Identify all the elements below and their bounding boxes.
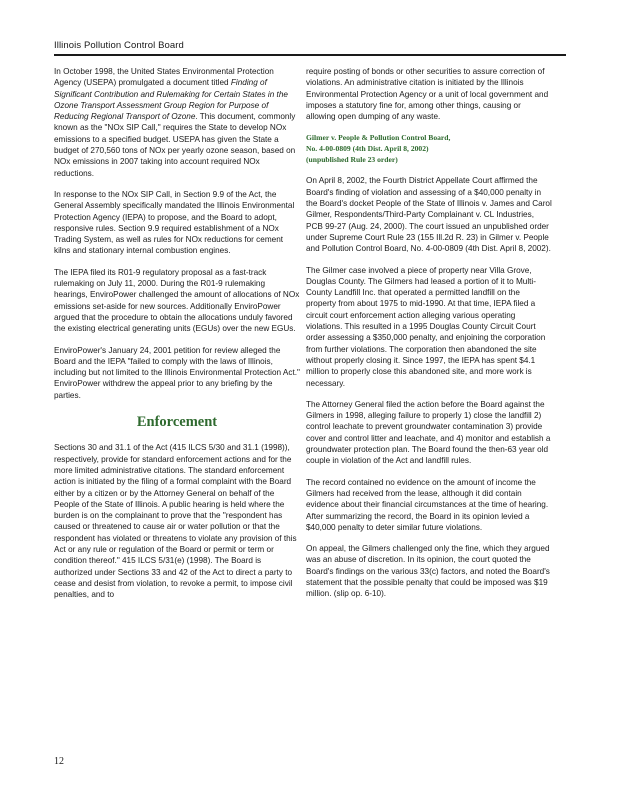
paragraph-appeal: On appeal, the Gilmers challenged only the fine, which they argued was an abuse of discretion. In its opinion, the court quoted the Board's findings on the various 33(c) factors, and noted the Board's statement that the possible penalty that could be imposed was $19 million. (slip op. 6-10). [306, 544, 550, 599]
paragraph-record: The record contained no evidence on the amount of income the Gilmers had received from the lease, although it did contain evidence about their financial circumstances at the time of hearing. After summarizing the record, the Board in its opinion levied a $40,000 penalty to deter similar future violations. [306, 477, 549, 532]
right-column [306, 66, 552, 610]
case-heading-gilmer: Gilmer v. People & Pollution Control Board, No. 4-00-0809 (4th Dist. April 8, 2002) (unpublished Rule 23 order) [306, 133, 451, 165]
paragraph-enviropower-petition: EnviroPower's January 24, 2001 petition for review alleged the Board and the IEPA "failed to comply with the laws of Illinois, including but not limited to the Illinois Environmental Protection Act." EnviroPower withdrew the appeal prior to any briefing by the parties. [54, 345, 300, 400]
page-number: 12 [54, 756, 64, 767]
paragraph-enforcement: Sections 30 and 31.1 of the Act (415 ILCS 5/30 and 31.1 (1998)), respectively, provide for standard enforcement actions and for the more limited administrative citations. The standard enforcement action is initiated by the filing of a formal complaint with the Board either by a citizen or by the Attorney General on behalf of the People of the State of Illinois. A public hearing is held where the burden is on the complainant to prove that the "respondent has caused or threatened to cause air or water pollution or that the respondent has violated or threatens to violate any provision of this Act or any rule or regulation of the Board or permit or term or condition thereof." 415 ILCS 5/31(e) (1998). The Board is authorized under Sections 33 and 42 of the Act to direct a party to cease and desist from violation, to revoke a permit, to impose civil penalties, and to [54, 443, 297, 600]
paragraph-gilmer-property: The Gilmer case involved a piece of property near Villa Grove, Douglas County. The Gilmers had leased a portion of it to Multi-County Landfill Inc. that operated a permitted landfill on the property from about 1975 to mid-1990. At that time, IEPA filed a circuit court enforcement action alleging various operating violations. This resulted in a 1995 Douglas County Circuit Court order assessing a $350,000 penalty, and enjoining the corporation from further violations. The corporation then abandoned the site without properly closing it. Since 1997, the IEPA has spent $4.1 million to properly close this abandoned site, and more work is necessary. [306, 265, 546, 388]
paragraph-gilmer-affirmed: On April 8, 2002, the Fourth District Appellate Court affirmed the Board's finding of violation and assessing of a $40,000 penalty in the Board's docket People of the State of Illinois v. James and Carol Gilmer, Respondents/Third-Party Complainant v. CL Industries, PCB 99-27 (Aug. 24, 2000). The court issued an unpublished order under Supreme Court Rule 23 (155 Ill.2d R. 23) in Gilmer v. People and Pollution Control Board, No. 4-00-0809 (4th Dist. April 8, 2002). [306, 176, 552, 254]
paragraph-section-9-9: In response to the NOx SIP Call, in Section 9.9 of the Act, the General Assembly specifically mandated the Illinois Environmental Protection Agency (IEPA) to propose, and the Board to adopt, responsive rules. Section 9.9 required establishment of a NOx Trading System, as well as rules for NOx reductions for cement kilns and stationary internal combustion engines. [54, 189, 295, 256]
paragraph-attorney-general: The Attorney General filed the action before the Board against the Gilmers in 1998, alleging failure to properly 1) close the landfill 2) control leachate to prevent groundwater contamination 3) provide cover and control litter and leachate, and 4) monitor and establish a groundwater protection plan. The Board found the then-63 year old couple in violation of the Act and landfill rules. [306, 399, 551, 466]
left-column [54, 66, 300, 610]
header-rule [54, 54, 566, 56]
running-header: Illinois Pollution Control Board [54, 40, 184, 51]
paragraph-administrative-citations: require posting of bonds or other securities to assure correction of violations. An administrative citation is initiated by the Illinois Environmental Protection Agency or a unit of local government and imposes a statutory fine for, among other things, causing or allowing open dumping of any waste. [306, 67, 549, 122]
section-heading-enforcement: Enforcement [136, 414, 218, 431]
document-title: Finding of Significant Contribution and Rulemaking for Certain States in the Ozone Transport Assessment Group Region for Purpose of Reducing Regional Transport of Ozone [54, 78, 288, 122]
paragraph-r01-9: The IEPA filed its R01-9 regulatory proposal as a fast-track rulemaking on July 11, 2000. During the R01-9 rulemaking hearings, EnviroPower challenged the amount of allocations of NOx emissions set-aside for new sources. Additionally EnviroPower argued that the procedure to obtain the allocations unduly favored the existing electrical generating units (EGUs) over the new EGUs. [54, 267, 300, 334]
paragraph-nox-sip-call: In October 1998, the United States Environmental Protection Agency (USEPA) promulgated a document titled Finding of Significant Contribution and Rulemaking for Certain States in the Ozone Transport Assessment Group Region for Purpose of Reducing Regional Transport of Ozone. This document, commonly known as the "NOx SIP Call," requires the State to develop NOx emissions to a specified budget. USEPA has given the State a budget of 270,560 tons of NOx per yearly ozone season, based on NOx emissions in 2007 taking into account required NOx reductions. [54, 67, 296, 178]
